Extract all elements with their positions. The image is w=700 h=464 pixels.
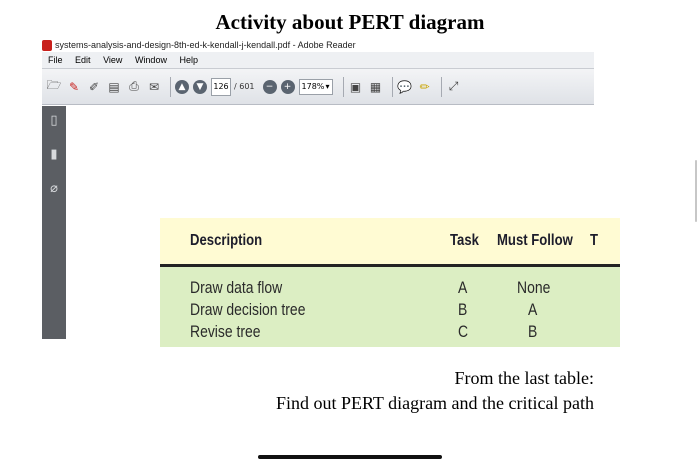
slide-title: Activity about PERT diagram: [215, 10, 485, 34]
print-icon[interactable]: ⎙: [129, 79, 139, 93]
header-task: Task: [450, 232, 479, 249]
row-2-task: B: [458, 300, 468, 319]
save-icon[interactable]: ▤: [108, 79, 120, 94]
page-total: / 601: [234, 82, 255, 91]
create-pdf-icon[interactable]: ✎: [68, 79, 80, 94]
prompt-line-2: Find out PERT diagram and the critical path: [275, 393, 594, 413]
expand-icon[interactable]: ⤢: [448, 79, 459, 93]
navigation-panel: [42, 106, 66, 339]
window-title: systems-analysis-and-design-8th-ed-k-kendall-j-kendall.pdf - Adobe Reader: [55, 40, 356, 50]
zoom-select[interactable]: [299, 79, 333, 95]
toolbar-divider: [392, 77, 393, 97]
row-1-must-follow: None: [517, 278, 551, 297]
pdf-app-icon: [42, 40, 52, 51]
bookmark-icon[interactable]: ▮: [50, 147, 58, 162]
chevron-down-icon: ▾: [325, 81, 330, 91]
menu-view[interactable]: View: [103, 55, 123, 65]
prompt-line-1: From the last table:: [454, 368, 594, 388]
row-1-task: A: [458, 278, 468, 297]
document-area: [66, 106, 599, 341]
comment-icon[interactable]: 💬: [397, 79, 412, 94]
next-page-icon[interactable]: ▼: [193, 80, 207, 94]
reader-screenshot: [42, 38, 599, 341]
menu-file[interactable]: File: [48, 55, 63, 65]
menu-bar: [42, 52, 594, 69]
window-titlebar: [42, 38, 594, 52]
edit-icon[interactable]: ✐: [88, 79, 100, 94]
toolbar-divider: [170, 77, 171, 97]
row-3-description: Revise tree: [190, 322, 261, 341]
row-1-description: Draw data flow: [190, 278, 283, 297]
page-number-input[interactable]: 126: [211, 78, 231, 96]
attachment-icon[interactable]: ⌀: [50, 181, 58, 196]
row-3-task: C: [458, 322, 469, 341]
header-cut-off: T: [590, 232, 599, 249]
toolbar-divider: [343, 77, 344, 97]
fit-page-icon[interactable]: ▣: [349, 79, 362, 94]
row-3-must-follow: B: [528, 322, 538, 341]
fit-width-icon[interactable]: ▦: [369, 79, 382, 94]
highlight-icon[interactable]: ✏: [419, 79, 430, 94]
zoom-value: 178%: [301, 81, 325, 91]
previous-page-icon[interactable]: ▲: [175, 80, 189, 94]
row-2-must-follow: A: [528, 300, 538, 319]
menu-window[interactable]: Window: [134, 55, 167, 65]
menu-edit[interactable]: Edit: [75, 55, 91, 65]
scrollbar[interactable]: [695, 160, 697, 222]
open-icon[interactable]: 🗁: [46, 78, 62, 92]
pages-icon[interactable]: ▯: [50, 113, 58, 128]
zoom-in-icon[interactable]: +: [281, 80, 295, 94]
table-body: [160, 267, 620, 347]
zoom-out-icon[interactable]: −: [263, 80, 277, 94]
home-indicator[interactable]: [258, 455, 442, 459]
header-description: Description: [190, 232, 263, 249]
header-must-follow: Must Follow: [497, 232, 573, 249]
email-icon[interactable]: ✉: [148, 79, 160, 94]
row-2-description: Draw decision tree: [190, 300, 306, 319]
toolbar-divider: [441, 77, 442, 97]
menu-help[interactable]: Help: [179, 55, 198, 65]
toolbar: [42, 69, 594, 105]
table-header: [160, 218, 620, 264]
